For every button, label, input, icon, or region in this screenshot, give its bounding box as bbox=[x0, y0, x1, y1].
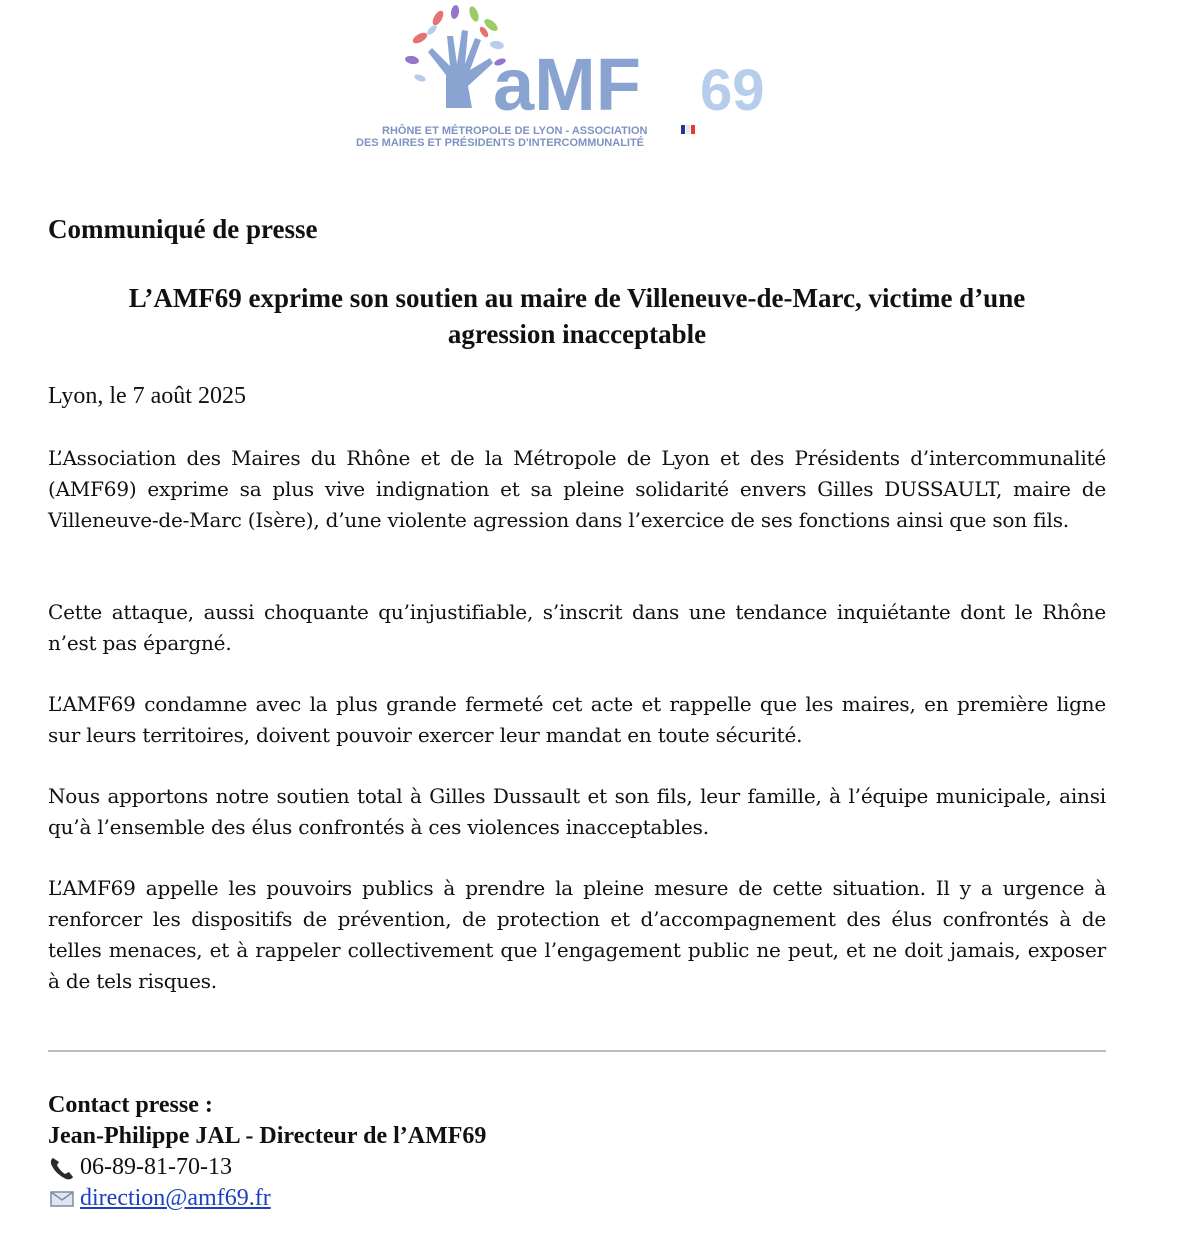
amf69-logo bbox=[0, 0, 1186, 160]
document-heading: Communiqué de presse bbox=[48, 214, 318, 244]
envelope-icon bbox=[48, 1186, 76, 1212]
contact-email-link[interactable]: direction@amf69.fr bbox=[80, 1185, 271, 1211]
contact-email-row bbox=[48, 1183, 486, 1214]
divider bbox=[48, 1050, 1106, 1052]
dateline: Lyon, le 7 août 2025 bbox=[48, 383, 246, 409]
amf69-logo-graphic bbox=[0, 0, 1186, 160]
contact-phone-row bbox=[48, 1152, 486, 1183]
paragraph-1: L’Association des Maires du Rhône et de la Métropole de Lyon et des Présidents d’intercommunalité (AMF69) exprime sa plus vive indignation et sa pleine solidarité envers Gilles DUSSAULT, maire de Villeneuve-de-Marc (Isère), d’une violente agression dans l’exercice de ses fonctions ainsi que son fils. bbox=[48, 446, 1106, 532]
paragraph-3: L’AMF69 condamne avec la plus grande fermeté cet acte et rappelle que les maires, en première ligne sur leurs territoires, doivent pouvoir exercer leur mandat en toute sécurité. bbox=[48, 692, 1106, 747]
contact-block bbox=[48, 1090, 486, 1214]
paragraph-2: Cette attaque, aussi choquante qu’injustifiable, s’inscrit dans une tendance inquiétante dont le Rhône n’est pas épargné. bbox=[48, 600, 1106, 655]
title-line-1: L’AMF69 exprime son soutien au maire de Villeneuve-de-Marc, victime d’une bbox=[128, 283, 1026, 313]
flag-white bbox=[686, 125, 690, 134]
logo-tagline-line2: DES MAIRES ET PRÉSIDENTS D'INTERCOMMUNALITÉ bbox=[356, 137, 645, 149]
contact-phone: 06-89-81-70-13 bbox=[80, 1154, 232, 1180]
flag-red bbox=[691, 125, 695, 134]
logo-number: 69 bbox=[700, 58, 765, 123]
flag-blue bbox=[681, 125, 685, 134]
paragraph-4: Nous apportons notre soutien total à Gilles Dussault et son fils, leur famille, à l’équipe municipale, ainsi qu’à l’ensemble des élus confrontés à ces violences inacceptables. bbox=[48, 784, 1106, 839]
logo-wordmark: aMF bbox=[493, 43, 641, 126]
hand-tree-icon bbox=[404, 4, 506, 108]
logo-tagline-line1: RHÔNE ET MÉTROPOLE DE LYON - ASSOCIATION bbox=[382, 125, 648, 137]
title-line-2: agression inacceptable bbox=[447, 319, 707, 349]
contact-label: Contact presse : bbox=[48, 1092, 213, 1118]
paragraph-5: L’AMF69 appelle les pouvoirs publics à prendre la pleine mesure de cette situation. Il y a urgence à renforcer les dispositifs de prévention, de protection et d’accompagnement des élus confrontés à de telles menaces, et à rappeler collectivement que l’engagement public ne peut, et ne doit jamais, exposer à de tels risques. bbox=[48, 876, 1106, 993]
contact-person: Jean-Philippe JAL - Directeur de l’AMF69 bbox=[48, 1123, 487, 1149]
document-title bbox=[48, 280, 1106, 352]
phone-icon bbox=[48, 1155, 76, 1181]
